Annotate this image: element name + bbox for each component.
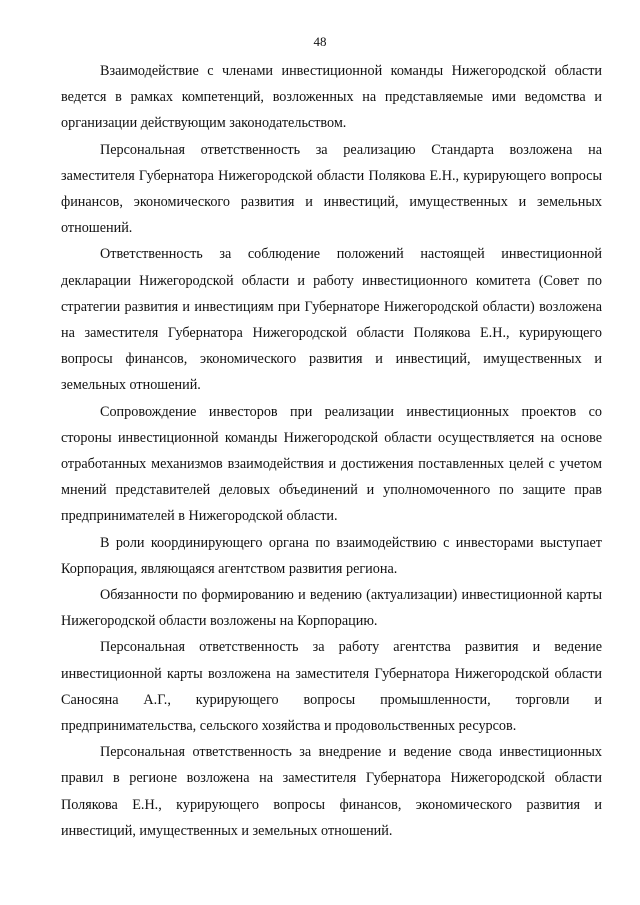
paragraph-standard-responsibility: Персональная ответственность за реализацию Стандарта возложена на заместителя Губернатора Нижегородской области Полякова Е.Н., курирующего вопросы финансов, экономического развития и инвестиций, имущественных и земельных отношений.: [61, 141, 602, 237]
paragraph-interaction: Взаимодействие с членами инвестиционной команды Нижегородской области ведется в рамках компетенций, возложенных на представляемые ими ведомства и организации действующим законодательством.: [61, 63, 602, 132]
document-body: [61, 58, 602, 844]
paragraph-investment-map-duties: Обязанности по формированию и ведению (актуализации) инвестиционной карты Нижегородской области возложены на Корпорацию.: [61, 587, 602, 630]
paragraph-investment-rules-responsibility: Персональная ответственность за внедрение и ведение свода инвестиционных правил в регионе возложена на заместителя Губернатора Нижегородской области Полякова Е.Н., курирующего вопросы финансов, экономического развития и инвестиций, имущественных и земельных отношений.: [61, 744, 602, 839]
paragraph-investor-support: Сопровождение инвесторов при реализации инвестиционных проектов со стороны инвестиционной команды Нижегородской области осуществляется на основе отработанных механизмов взаимодействия и достижения поставленных целей с учетом мнений представителей деловых объединений и уполномоченного по защите прав предпринимателей в Нижегородской области.: [61, 403, 602, 525]
paragraph-declaration-responsibility: Ответственность за соблюдение положений настоящей инвестиционной декларации Нижегородской области и работу инвестиционного комитета (Совет по стратегии развития и инвестициям при Губернаторе Нижегородской области) возложена на заместителя Губернатора Нижегородской области Полякова Е.Н., курирующего вопросы финансов, экономического развития и инвестиций, имущественных и земельных отношений.: [61, 246, 602, 394]
paragraph-agency-responsibility: Персональная ответственность за работу агентства развития и ведение инвестиционной карты возложена на заместителя Губернатора Нижегородской области Саносяна А.Г., курирующего вопросы промышленности, торговли и предпринимательства, сельского хозяйства и продовольственных ресурсов.: [61, 639, 602, 735]
paragraph-coordinating-body: В роли координирующего органа по взаимодействию с инвесторами выступает Корпорация, являющаяся агентством развития региона.: [61, 534, 602, 577]
page-number: 48: [313, 34, 327, 49]
